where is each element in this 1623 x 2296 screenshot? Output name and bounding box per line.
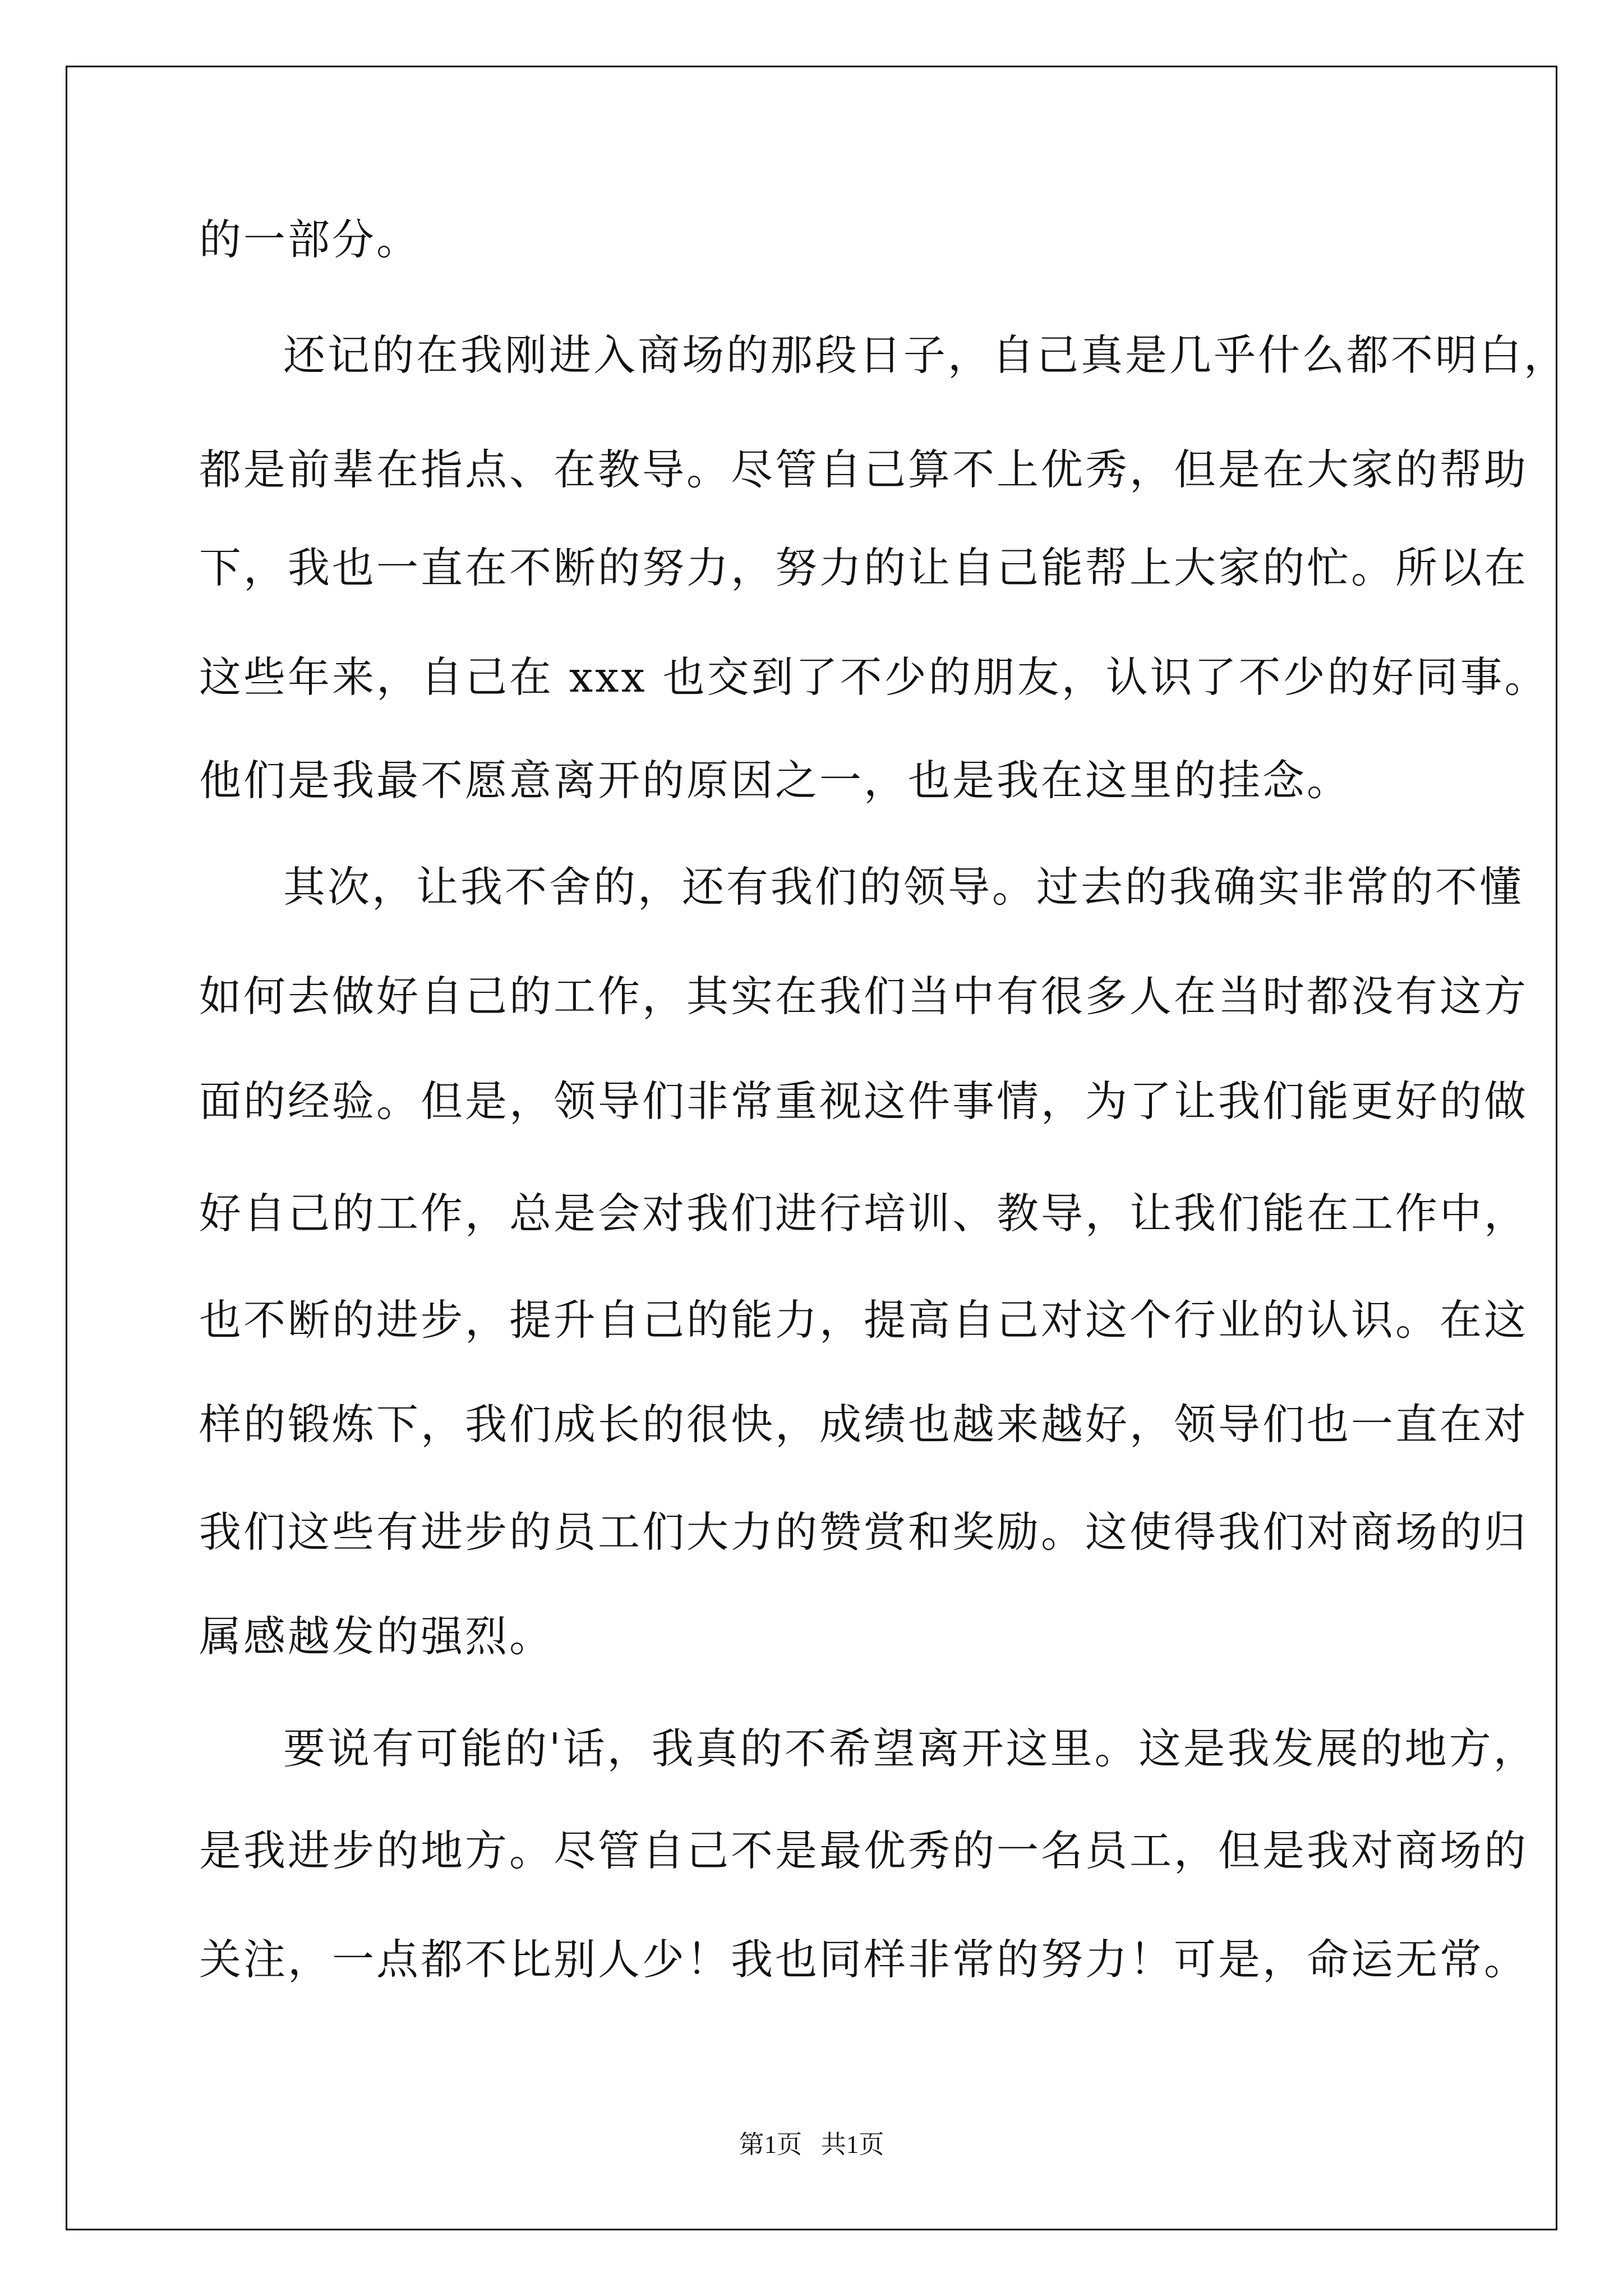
text-line: 样的锻炼下，我们成长的很快，成绩也越来越好，领导们也一直在对 [199,1400,1529,1449]
page-footer: 第1页 共1页 [739,2131,884,2159]
text-line: 还记的在我刚进入商场的那段日子，自己真是几乎什么都不明白， [283,330,1569,380]
text-line: 好自己的工作，总是会对我们进行培训、教导，让我们能在工作中， [199,1189,1529,1238]
text-line: 也不断的进步，提升自己的能力，提高自己对这个行业的认识。在这 [199,1295,1529,1345]
text-line: 这些年来，自己在 xxx 也交到了不少的朋友，认识了不少的好同事。 [199,652,1549,702]
text-line: 要说有可能的'话，我真的不希望离开这里。这是我发展的地方， [283,1724,1538,1773]
text-line: 是我进步的地方。尽管自己不是最优秀的一名员工，但是我对商场的 [199,1826,1529,1875]
text-line: 都是前辈在指点、在教导。尽管自己算不上优秀，但是在大家的帮助 [199,445,1529,494]
text-line: 他们是我最不愿意离开的原因之一，也是我在这里的挂念。 [199,756,1352,805]
text-line: 我们这些有进步的员工们大力的赞赏和奖励。这使得我们对商场的归 [199,1507,1529,1557]
text-line: 属感越发的强烈。 [199,1612,554,1661]
text-line: 如何去做好自己的工作，其实在我们当中有很多人在当时都没有这方 [199,972,1529,1021]
text-line: 面的经验。但是，领导们非常重视这件事情，为了让我们能更好的做 [199,1076,1529,1126]
page-border [66,66,1557,2230]
text-line: 的一部分。 [199,215,421,264]
text-line: 其次，让我不舍的，还有我们的领导。过去的我确实非常的不懂 [283,862,1524,912]
text-line: 下，我也一直在不断的努力，努力的让自己能帮上大家的忙。所以在 [199,543,1529,592]
text-line: 关注，一点都不比别人少！我也同样非常的努力！可是，命运无常。 [199,1935,1529,1984]
